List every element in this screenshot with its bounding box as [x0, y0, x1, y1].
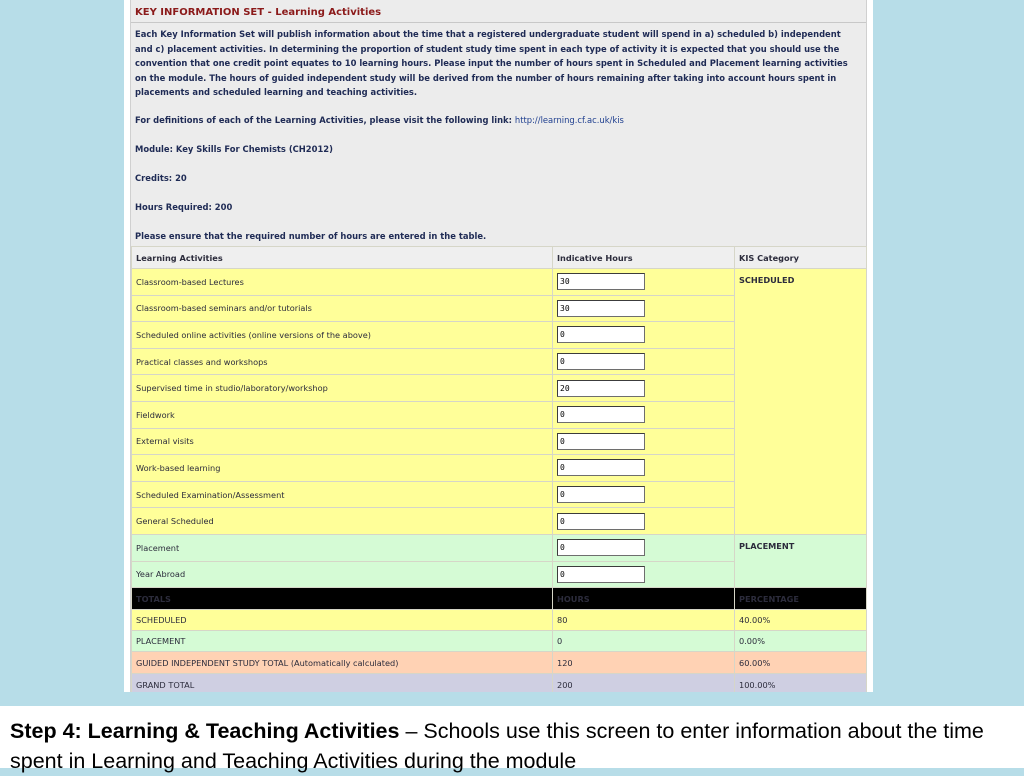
indicative-hours-input[interactable]	[557, 566, 645, 583]
caption-step-title: Step 4: Learning & Teaching Activities	[10, 719, 400, 743]
intro-paragraph: Each Key Information Set will publish information about the time that a registered undergraduate student will spend in a) scheduled b) independent and c) placement activities. In determining the proportion of student study time spent in each type of activity it is expected that you should use the convention that one credit point equates to 10 learning hours. Please input the number of hours spent in Scheduled and Placement learning activities on the module. The hours of guided independent study will be derived from the number of hours remaining after taking into account hours spent in placements and scheduled learning and teaching activities.	[135, 29, 848, 97]
hours-cell	[553, 481, 735, 508]
hours-cell	[553, 534, 735, 561]
caption-description: – Schools use this screen to enter information about the time spent in Learning and Teaching Activities during the module	[10, 719, 984, 773]
header-indicative-hours: Indicative Hours	[553, 247, 735, 269]
indicative-hours-input[interactable]	[557, 539, 645, 556]
activity-label: Work-based learning	[132, 455, 553, 482]
activity-label: Classroom-based Lectures	[132, 269, 553, 296]
indicative-hours-input[interactable]	[557, 300, 645, 317]
grand-total-label: GRAND TOTAL	[132, 674, 553, 692]
indicative-hours-input[interactable]	[557, 459, 645, 476]
header-kis-category: KIS Category	[735, 247, 867, 269]
table-header-row	[132, 247, 867, 269]
title-divider	[131, 22, 866, 23]
totals-placement-label: PLACEMENT	[132, 631, 553, 652]
kis-category-cell: SCHEDULED	[735, 269, 867, 535]
totals-placement-row	[132, 631, 867, 652]
kis-form-panel	[124, 0, 873, 692]
hours-cell	[553, 401, 735, 428]
totals-header-row	[132, 588, 867, 610]
definitions-label: For definitions of each of the Learning Activities, please visit the following link:	[135, 115, 515, 125]
totals-scheduled-percentage: 40.00%	[735, 610, 867, 631]
activity-label: Classroom-based seminars and/or tutorials	[132, 295, 553, 322]
activity-label: Placement	[132, 534, 553, 561]
activity-label: Supervised time in studio/laboratory/workshop	[132, 375, 553, 402]
indicative-hours-input[interactable]	[557, 486, 645, 503]
indicative-hours-input[interactable]	[557, 273, 645, 290]
definitions-link[interactable]: http://learning.cf.ac.uk/kis	[514, 115, 624, 125]
totals-header-percentage: PERCENTAGE	[735, 588, 867, 610]
grand-total-hours: 200	[553, 674, 735, 692]
activity-label: Practical classes and workshops	[132, 348, 553, 375]
indicative-hours-input[interactable]	[557, 433, 645, 450]
hours-cell	[553, 375, 735, 402]
kis-form	[130, 0, 867, 692]
definitions-line	[135, 113, 624, 127]
page-title: KEY INFORMATION SET - Learning Activities	[135, 7, 382, 18]
hours-cell	[553, 508, 735, 535]
learning-activities-table	[131, 246, 867, 692]
indicative-hours-input[interactable]	[557, 380, 645, 397]
activity-label: Scheduled online activities (online versions of the above)	[132, 322, 553, 349]
totals-guided-row	[132, 652, 867, 674]
totals-header-hours: HOURS	[553, 588, 735, 610]
indicative-hours-input[interactable]	[557, 326, 645, 343]
hours-cell	[553, 455, 735, 482]
table-row	[132, 269, 867, 296]
totals-header-label: TOTALS	[132, 588, 553, 610]
hours-required-info: Hours Required: 200	[135, 202, 233, 212]
totals-guided-label: GUIDED INDEPENDENT STUDY TOTAL (Automatically calculated)	[132, 652, 553, 674]
hours-cell	[553, 348, 735, 375]
caption-text	[10, 716, 1010, 776]
header-learning-activities: Learning Activities	[132, 247, 553, 269]
totals-guided-hours: 120	[553, 652, 735, 674]
indicative-hours-input[interactable]	[557, 406, 645, 423]
credits-info: Credits: 20	[135, 173, 187, 183]
totals-scheduled-label: SCHEDULED	[132, 610, 553, 631]
totals-placement-percentage: 0.00%	[735, 631, 867, 652]
totals-scheduled-row	[132, 610, 867, 631]
totals-scheduled-hours: 80	[553, 610, 735, 631]
module-info: Module: Key Skills For Chemists (CH2012)	[135, 144, 333, 154]
totals-guided-percentage: 60.00%	[735, 652, 867, 674]
activity-label: Fieldwork	[132, 401, 553, 428]
activity-label: Year Abroad	[132, 561, 553, 588]
instruction-text: Please ensure that the required number of hours are entered in the table.	[135, 231, 487, 241]
hours-cell	[553, 428, 735, 455]
activity-label: Scheduled Examination/Assessment	[132, 481, 553, 508]
hours-cell	[553, 561, 735, 588]
activity-label: General Scheduled	[132, 508, 553, 535]
totals-placement-hours: 0	[553, 631, 735, 652]
activity-label: External visits	[132, 428, 553, 455]
kis-category-cell: PLACEMENT	[735, 534, 867, 587]
indicative-hours-input[interactable]	[557, 513, 645, 530]
hours-cell	[553, 295, 735, 322]
table-row	[132, 534, 867, 561]
grand-total-percentage: 100.00%	[735, 674, 867, 692]
hours-cell	[553, 269, 735, 296]
grand-total-row	[132, 674, 867, 692]
indicative-hours-input[interactable]	[557, 353, 645, 370]
hours-cell	[553, 322, 735, 349]
slide-caption	[0, 706, 1024, 773]
